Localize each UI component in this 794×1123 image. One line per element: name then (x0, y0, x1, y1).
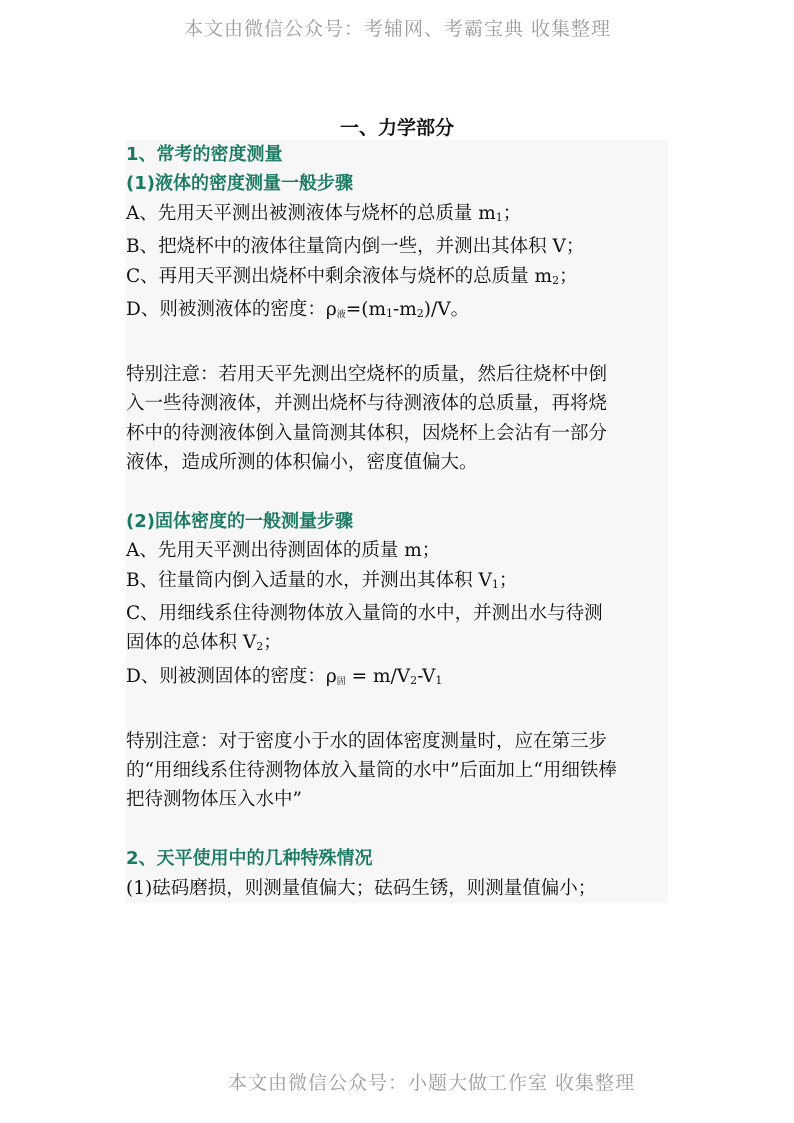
balance-heading: 2、天平使用中的几种特殊情况 (126, 848, 373, 870)
solid-step-c-line-1: C、用细线系住待测物体放入量筒的水中，并测出水与待测 (126, 603, 603, 625)
liquid-note-line-1: 特别注意：若用天平先测出空烧杯的质量，然后往烧杯中倒 (126, 363, 608, 385)
document-body (126, 140, 668, 903)
solid-density-subheading: (2)固体密度的一般测量步骤 (126, 510, 353, 532)
liquid-note-line-4: 液体，造成所测的体积偏小，密度值偏大。 (126, 452, 478, 474)
section-title: 一、力学部分 (339, 117, 454, 139)
liquid-step-a: A、先用天平测出被测液体与烧杯的总质量 $m_1$； (126, 202, 522, 224)
density-heading: 1、常考的密度测量 (126, 144, 283, 165)
solid-step-d: D、则被测固体的密度：ρ固 = $m/V_2-V_1$ (126, 665, 443, 687)
solid-step-c-line-2: 固体的总体积 $V_2$； (126, 632, 282, 654)
solid-step-b: B、往量筒内倒入适量的水，并测出其体积 $V_1$； (126, 569, 518, 591)
liquid-step-c: C、再用天平测出烧杯中剩余液体与烧杯的总质量 $m_2$； (126, 265, 578, 287)
solid-note-line-3: 把待测物体压入水中” (126, 789, 302, 811)
liquid-step-b: B、把烧杯中的液体往量筒内倒一些，并测出其体积 V； (126, 236, 585, 258)
liquid-density-subheading: (1)液体的密度测量一般步骤 (126, 173, 353, 195)
solid-step-a: A、先用天平测出待测固体的质量 m； (126, 540, 441, 562)
solid-note-line-1: 特别注意：对于密度小于水的固体密度测量时，应在第三步 (126, 730, 608, 752)
liquid-step-d: D、则被测液体的密度：ρ液$=(m_1-m_2)/V$。 (126, 299, 470, 321)
liquid-note-line-2: 入一些待测液体，并测出烧杯与待测液体的总质量，再将烧 (126, 393, 608, 415)
top-watermark: 本文由微信公众号：考辅网、考霸宝典 收集整理 (184, 18, 612, 40)
balance-item-1: (1)砝码磨损，则测量值偏大；砝码生锈，则测量值偏小； (126, 877, 597, 899)
bottom-watermark: 本文由微信公众号：小题大做工作室 收集整理 (228, 1072, 636, 1094)
liquid-note-line-3: 杯中的待测液体倒入量筒测其体积，因烧杯上会沾有一部分 (126, 422, 608, 444)
solid-note-line-2: 的“用细线系住待测物体放入量筒的水中”后面加上“用细铁棒 (126, 760, 617, 782)
